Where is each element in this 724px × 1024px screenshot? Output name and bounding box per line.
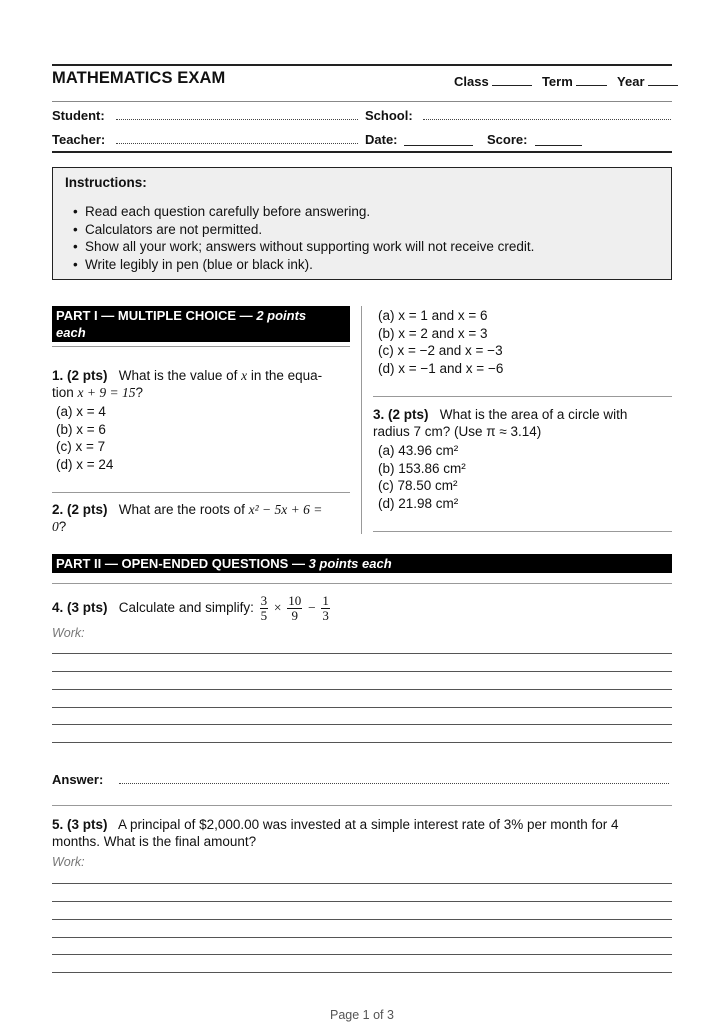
q2-option-b[interactable]: (b) x = 2 and x = 3 (378, 325, 488, 341)
q1-option-d[interactable]: (d) x = 24 (56, 456, 114, 472)
q4-work-line[interactable] (52, 671, 672, 672)
f1-den: 5 (260, 607, 268, 623)
teacher-label: Teacher: (52, 132, 106, 147)
q1-option-b[interactable]: (b) x = 6 (56, 421, 106, 437)
q2-qmark: ? (58, 519, 67, 534)
year-field[interactable] (648, 73, 678, 86)
q1-label: 1. (2 pts) (52, 368, 108, 383)
q5-label: 5. (3 pts) (52, 817, 108, 832)
q2-equation-b: 0 (52, 519, 59, 534)
q4-answer-label: Answer: (52, 772, 104, 787)
q4-text: Calculate and simplify: (118, 600, 254, 615)
class-label: Class (454, 74, 489, 89)
q2-rule (373, 396, 672, 397)
part1-heading (52, 306, 350, 342)
school-field[interactable] (423, 108, 671, 120)
q3-text-b: radius 7 cm? (Use π ≈ 3.14) (373, 424, 542, 439)
question-4 (52, 592, 672, 624)
question-5 (52, 816, 676, 850)
q4-answer-field[interactable] (119, 772, 669, 784)
part1-heading-points: 2 points (256, 308, 307, 323)
q3-option-c[interactable]: (c) 78.50 cm² (378, 478, 458, 493)
instruction-item: • Write legibly in pen (blue or black ink). (67, 256, 534, 274)
q2-text: What are the roots of (118, 502, 245, 517)
year-label: Year (617, 74, 645, 89)
part2-heading (52, 554, 672, 573)
q4-work-line[interactable] (52, 689, 672, 690)
q1-option-a[interactable]: (a) x = 4 (56, 404, 106, 419)
instructions-title: Instructions: (65, 175, 147, 190)
part2-heading-text: PART II — OPEN-ENDED QUESTIONS — (56, 556, 305, 571)
score-label: Score: (487, 132, 528, 147)
q4-work-line[interactable] (52, 724, 672, 725)
f2-num: 10 (288, 592, 302, 608)
q4-label: 4. (3 pts) (52, 600, 108, 615)
q3-rule (373, 531, 672, 532)
instructions-list (67, 203, 534, 273)
q3-option-b[interactable]: (b) 153.86 cm² (378, 460, 466, 476)
instructions-box (52, 167, 672, 280)
fraction-3-5 (260, 594, 269, 623)
score-field[interactable] (535, 133, 582, 146)
student-field[interactable] (116, 108, 358, 120)
instruction-item: • Read each question carefully before answering. (67, 203, 534, 221)
q5-work-line[interactable] (52, 937, 672, 938)
f1-num: 3 (260, 592, 268, 608)
fraction-10-9 (287, 594, 302, 623)
f3-den: 3 (322, 607, 329, 623)
exam-title: MATHEMATICS EXAM (52, 69, 226, 87)
page-number: Page 1 of 3 (330, 1008, 394, 1022)
q3-label: 3. (2 pts) (373, 407, 429, 422)
column-divider (361, 306, 362, 534)
q1-options (56, 403, 113, 473)
q4-work-line[interactable] (52, 707, 672, 708)
school-label: School: (365, 108, 413, 123)
f3-num: 1 (322, 592, 329, 608)
q3-options (378, 442, 466, 512)
part1-rule (52, 346, 350, 347)
q1-qmark: ? (135, 385, 144, 400)
q5-work-line[interactable] (52, 972, 672, 973)
question-2 (52, 501, 350, 535)
q1-option-c[interactable]: (c) x = 7 (56, 439, 106, 454)
q1-rule (52, 492, 350, 493)
question-3 (373, 406, 672, 440)
header-top-rule (52, 64, 672, 66)
question-1 (52, 367, 350, 401)
header-mid-rule (52, 101, 672, 102)
date-label: Date: (365, 132, 398, 147)
student-label: Student: (52, 108, 105, 123)
q5-text: A principal of $2,000.00 was invested at a simple interest rate of 3% per month for 4 (118, 817, 619, 832)
term-label: Term (541, 74, 573, 89)
q4-work-line[interactable] (52, 742, 672, 743)
q1-text-c: tion (52, 385, 74, 400)
teacher-field[interactable] (116, 132, 358, 144)
q2-option-d[interactable]: (d) x = −1 and x = −6 (378, 360, 504, 376)
q2-option-a[interactable]: (a) x = 1 and x = 6 (378, 308, 488, 323)
instruction-item: • Calculators are not permitted. (67, 221, 534, 239)
q5-work-line[interactable] (52, 883, 672, 884)
class-field[interactable] (492, 73, 532, 86)
q1-text-b: in the equa- (250, 368, 323, 383)
class-term-year (454, 73, 678, 89)
date-field[interactable] (404, 133, 473, 146)
q5-text-b: months. What is the final amount? (52, 834, 257, 849)
q3-option-d[interactable]: (d) 21.98 cm² (378, 495, 459, 511)
q2-options (378, 307, 503, 377)
q2-label: 2. (2 pts) (52, 502, 108, 517)
q1-var: x (241, 368, 248, 383)
fraction-1-3 (321, 594, 330, 623)
part2-rule (52, 583, 672, 584)
q1-text: What is the value of (118, 368, 238, 383)
times-op: × (273, 600, 282, 615)
header-bottom-rule (52, 151, 672, 153)
minus-op: − (308, 600, 316, 615)
q2-equation: x² − 5x + 6 = (248, 502, 323, 517)
part1-heading-each: each (56, 325, 86, 340)
q5-work-line[interactable] (52, 919, 672, 920)
q2-option-c[interactable]: (c) x = −2 and x = −3 (378, 343, 503, 358)
q5-work-line[interactable] (52, 954, 672, 955)
f2-den: 9 (291, 607, 299, 623)
term-field[interactable] (576, 73, 607, 86)
q4-work-line[interactable] (52, 653, 672, 654)
part2-heading-points: 3 points each (308, 556, 392, 571)
q3-text: What is the area of a circle with (439, 407, 628, 422)
q4-work-label: Work: (52, 626, 85, 640)
q4-rule (52, 805, 672, 806)
q1-equation: x + 9 = 15 (77, 385, 136, 400)
q5-work-line[interactable] (52, 901, 672, 902)
part1-heading-text: PART I — MULTIPLE CHOICE — (56, 308, 253, 323)
q3-option-a[interactable]: (a) 43.96 cm² (378, 443, 459, 458)
instruction-item: • Show all your work; answers without supporting work will not receive credit. (67, 238, 534, 256)
q5-work-label: Work: (52, 855, 85, 869)
